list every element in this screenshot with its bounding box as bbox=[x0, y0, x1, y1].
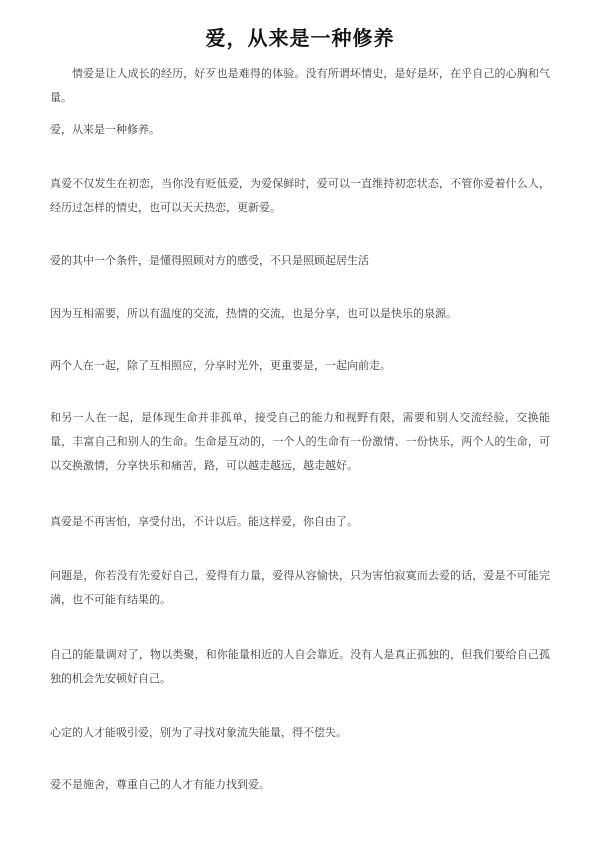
paragraph-11: 心定的人才能吸引爱，别为了寻找对象流失能量，得不偿失。 bbox=[50, 726, 347, 739]
paragraph-4: 爱的其中一个条件，是懂得照顾对方的感受，不只是照顾起居生活 bbox=[50, 254, 369, 267]
paragraph-12: 爱不是施舍，尊重自己的人才有能力找到爱。 bbox=[50, 778, 270, 791]
paragraph-10: 自己的能量调对了，物以类聚，和你能量相近的人自会靠近。没有人是真正孤独的，但我们要给自己孤独的机会先安顿好自己。 bbox=[50, 648, 550, 685]
paragraph-3: 真爱不仅发生在初恋，当你没有贬低爱，为爱保鲜时，爱可以一直维持初恋状态，不管你爱着什么人，经历过怎样的情史，也可以天天热恋，更新爱。 bbox=[50, 177, 550, 214]
page-title: 爱，从来是一种修养 bbox=[205, 26, 395, 50]
paragraph-1: 情爱是让人成长的经历，好歹也是难得的体验。没有所谓坏情史，是好是坏，在乎自己的心胸和气量。 bbox=[50, 67, 550, 104]
paragraph-6: 两个人在一起，除了互相照应，分享时光外，更重要是，一起向前走。 bbox=[50, 359, 391, 372]
paragraph-5: 因为互相需要，所以有温度的交流，热情的交流，也是分享，也可以是快乐的泉源。 bbox=[50, 307, 457, 320]
paragraph-2: 爱，从来是一种修养。 bbox=[50, 123, 160, 136]
paragraph-8: 真爱是不再害怕，享受付出，不计以后。能这样爱，你自由了。 bbox=[50, 515, 358, 528]
paragraph-7: 和另一人在一起，是体现生命并非孤单，接受自己的能力和视野有限，需要和别人交流经验，交换能量，丰富自己和别人的生命。生命是互动的，一个人的生命有一份激情、一份快乐，两个人的生命，可以交换激情，分享快乐和痛苦，路，可以越走越远，越走越好。 bbox=[50, 411, 550, 472]
paragraph-9: 问题是，你若没有先爱好自己，爱得有力量，爱得从容愉快，只为害怕寂寞而去爱的话，爱是不可能完满，也不可能有结果的。 bbox=[50, 569, 550, 606]
